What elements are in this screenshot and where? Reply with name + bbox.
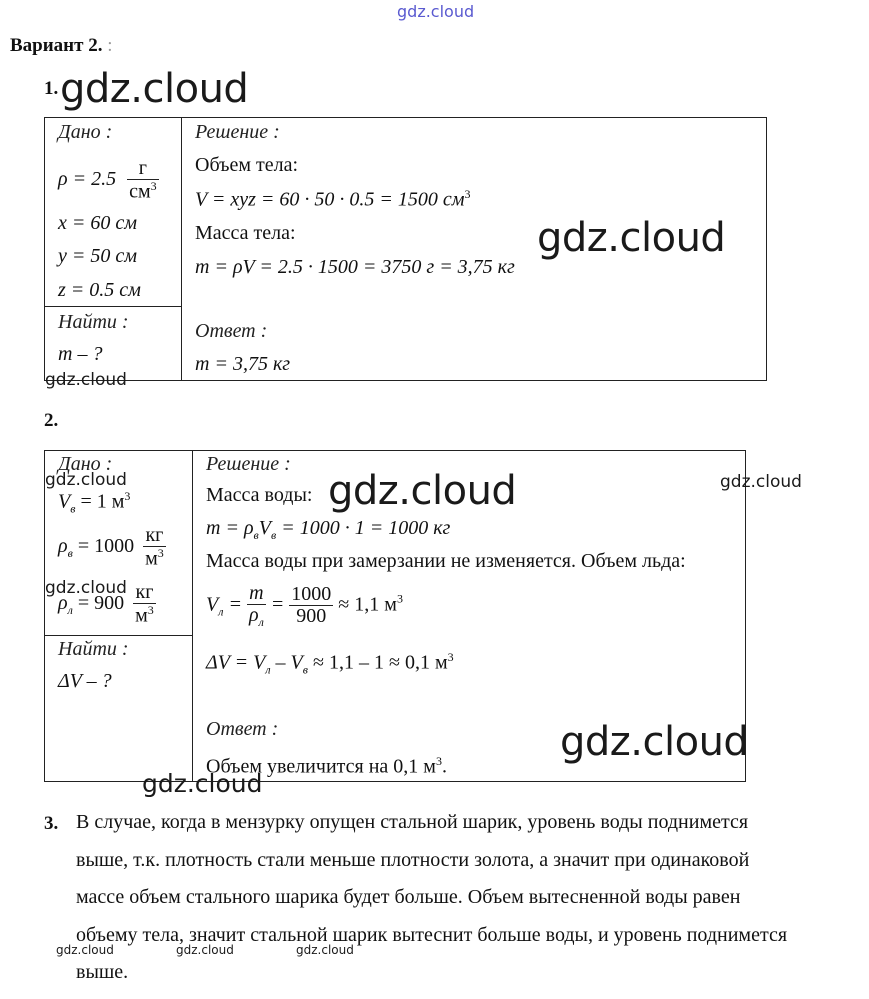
p1-line4: m = ρV = 2.5 · 1500 = 3750 г = 3,75 кг xyxy=(195,256,515,278)
problem-1-divider xyxy=(181,117,182,380)
p2-answer: Объем увеличится на 0,1 $м^3$. xyxy=(206,754,447,778)
p2-v: $V_в = 1$ $м^3$ xyxy=(58,489,131,516)
watermark-4: gdz.cloud xyxy=(45,470,127,490)
p2-line2: $m = \rho_вV_в = 1000 \cdot 1 = 1000$ кг xyxy=(206,517,451,542)
p1-solution-label: Решение : xyxy=(195,121,280,143)
p1-x: x = 60 см xyxy=(58,212,138,234)
p2-find-label: Найти : xyxy=(58,638,129,660)
p2-line5: $\Delta V = V_л - V_в \approx 1,1 - 1 \approx 0,1$ $м^3$ xyxy=(206,650,454,677)
watermark-5: gdz.cloud xyxy=(45,578,127,598)
p2-solution-label: Решение : xyxy=(206,453,291,475)
watermark-3: gdz.cloud xyxy=(537,215,726,261)
p2-rho-water: $\rho_в = 1000$ $\frac{кг}{м^3}$ xyxy=(58,524,164,570)
problem-1-given-find-divider xyxy=(44,306,181,307)
p3-line-2: выше, т.к. плотность стали меньше плотности золота, а значит при одинаковой xyxy=(76,848,750,871)
p2-line4: $V_л$ = $\frac{m}{\rho_л}$ = $\frac{1000}{900}$ ≈ 1,1 $м^3$ xyxy=(206,582,403,629)
p1-line1: Объем тела: xyxy=(195,154,299,176)
p1-given-label: Дано : xyxy=(58,121,113,143)
watermark-2: gdz.cloud xyxy=(45,370,127,390)
watermark-11: gdz.cloud xyxy=(176,943,234,957)
watermark-8: gdz.cloud xyxy=(560,719,749,765)
watermark-10: gdz.cloud xyxy=(56,943,114,957)
watermark-7: gdz.cloud xyxy=(720,472,802,492)
watermark-9: gdz.cloud xyxy=(142,769,263,798)
p2-line3: Масса воды при замерзании не изменяется. Объем льда: xyxy=(206,550,686,572)
watermark-6: gdz.cloud xyxy=(328,468,517,514)
p1-find-label: Найти : xyxy=(58,311,129,333)
watermark-12: gdz.cloud xyxy=(296,943,354,957)
p2-answer-label: Ответ : xyxy=(206,718,279,740)
p1-z: z = 0.5 см xyxy=(58,279,141,301)
variant-heading: Вариант 2. : xyxy=(10,35,113,56)
p1-answer: m = 3,75 кг xyxy=(195,353,291,375)
p1-line2: V = xyz = 60 · 50 · 0.5 = 1500 $см^3$ xyxy=(195,187,471,211)
p3-line-5: выше. xyxy=(76,961,129,983)
watermark-1: gdz.cloud xyxy=(60,66,249,112)
p3-line-3: массе объем стального шарика будет больше. Объем вытесненной воды равен xyxy=(76,886,741,908)
problem-1-number: 1. xyxy=(44,78,59,99)
p2-rho-ice: $\rho_л = 900$ $\frac{кг}{м^3}$ xyxy=(58,581,154,627)
p1-answer-label: Ответ : xyxy=(195,320,268,342)
p3-line-1: В случае, когда в мензурку опущен стальной шарик, уровень воды поднимется xyxy=(76,811,749,833)
p2-line1: Масса воды: xyxy=(206,484,313,506)
problem-2-number: 2. xyxy=(44,410,59,431)
problem-3-text xyxy=(76,804,787,992)
p1-line3: Масса тела: xyxy=(195,222,296,244)
problem-3-number: 3. xyxy=(44,813,59,834)
p1-y: y = 50 см xyxy=(58,245,138,267)
p2-given-label: Дано : xyxy=(58,453,113,475)
p1-find: m – ? xyxy=(58,343,103,365)
p2-find: ΔV – ? xyxy=(58,670,112,692)
p3-line-4: объему тела, значит стальной шарик вытеснит больше воды, и уровень поднимется xyxy=(76,923,788,946)
watermark-top: gdz.cloud xyxy=(397,2,475,21)
problem-2-divider xyxy=(192,450,193,781)
p1-rho: ρ = 2.5 $\frac{г}{см^3}$ xyxy=(58,157,157,203)
problem-2-given-find-divider xyxy=(44,635,192,636)
